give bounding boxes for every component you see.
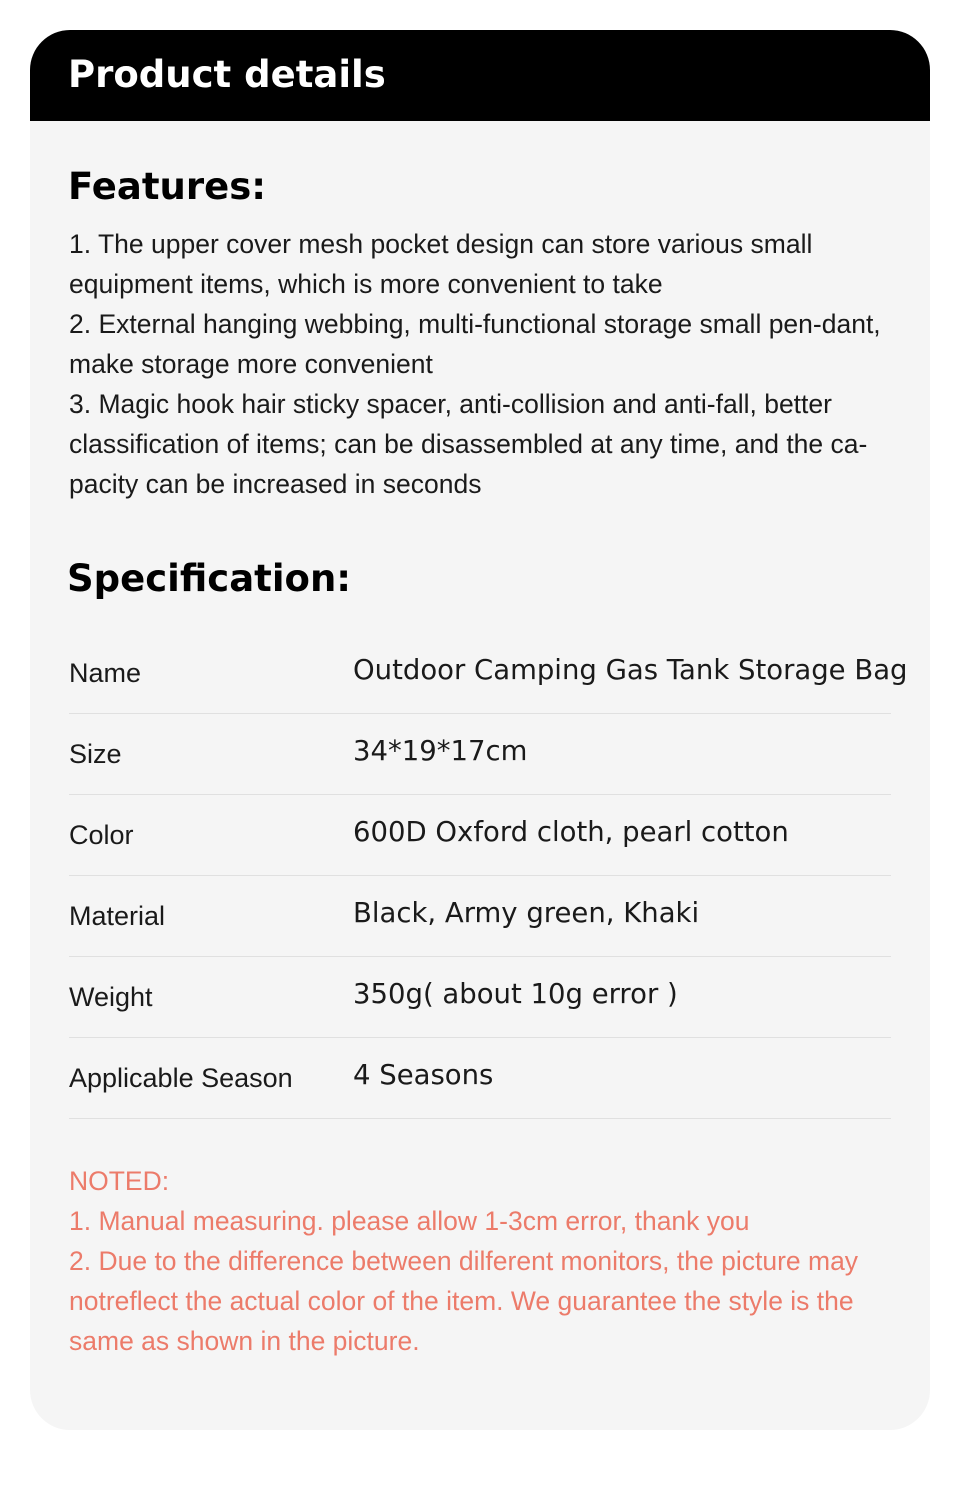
page-title: Product details	[68, 53, 386, 96]
specification-heading: Specification:	[67, 557, 352, 600]
spec-label: Weight	[69, 982, 153, 1012]
spec-value: 34*19*17cm	[353, 735, 528, 767]
feature-item: 2. External hanging webbing, multi-functional storage small pen-dant, make storage more convenient	[69, 309, 881, 379]
spec-row-size	[69, 714, 891, 795]
spec-label: Size	[69, 739, 122, 769]
spec-label: Applicable Season	[69, 1063, 293, 1093]
spec-value: Outdoor Camping Gas Tank Storage Bag	[353, 654, 908, 686]
spec-value: 350g( about 10g error )	[353, 978, 678, 1010]
spec-row-color	[69, 795, 891, 876]
spec-row-name	[69, 633, 908, 714]
spec-value: Black, Army green, Khaki	[353, 897, 700, 929]
note-block	[69, 1161, 899, 1361]
features-heading: Features:	[68, 165, 267, 208]
feature-item: 3. Magic hook hair sticky spacer, anti-collision and anti-fall, better classification of items; can be disassembled at any time, and the ca-pacity can be increased in seconds	[69, 389, 868, 499]
note-line: 1. Manual measuring. please allow 1-3cm error, thank you	[69, 1206, 750, 1236]
spec-row-material	[69, 876, 891, 957]
note-line: 2. Due to the difference between dilferent monitors, the picture may notreflect the actual color of the item. We guarantee the style is the same as shown in the picture.	[69, 1246, 859, 1356]
card-header	[30, 30, 930, 121]
spec-value: 600D Oxford cloth, pearl cotton	[353, 816, 789, 848]
spec-label: Material	[69, 901, 166, 931]
specification-table	[69, 633, 908, 1119]
feature-item: 1. The upper cover mesh pocket design can store various small equipment items, which is more convenient to take	[69, 229, 813, 299]
spec-value: 4 Seasons	[353, 1059, 494, 1091]
spec-row-weight	[69, 957, 891, 1038]
spec-label: Color	[69, 820, 134, 850]
spec-label: Name	[69, 658, 142, 688]
product-details-card	[30, 30, 930, 1430]
note-heading: NOTED:	[69, 1166, 170, 1196]
features-list	[69, 224, 899, 504]
spec-row-season	[69, 1038, 891, 1119]
